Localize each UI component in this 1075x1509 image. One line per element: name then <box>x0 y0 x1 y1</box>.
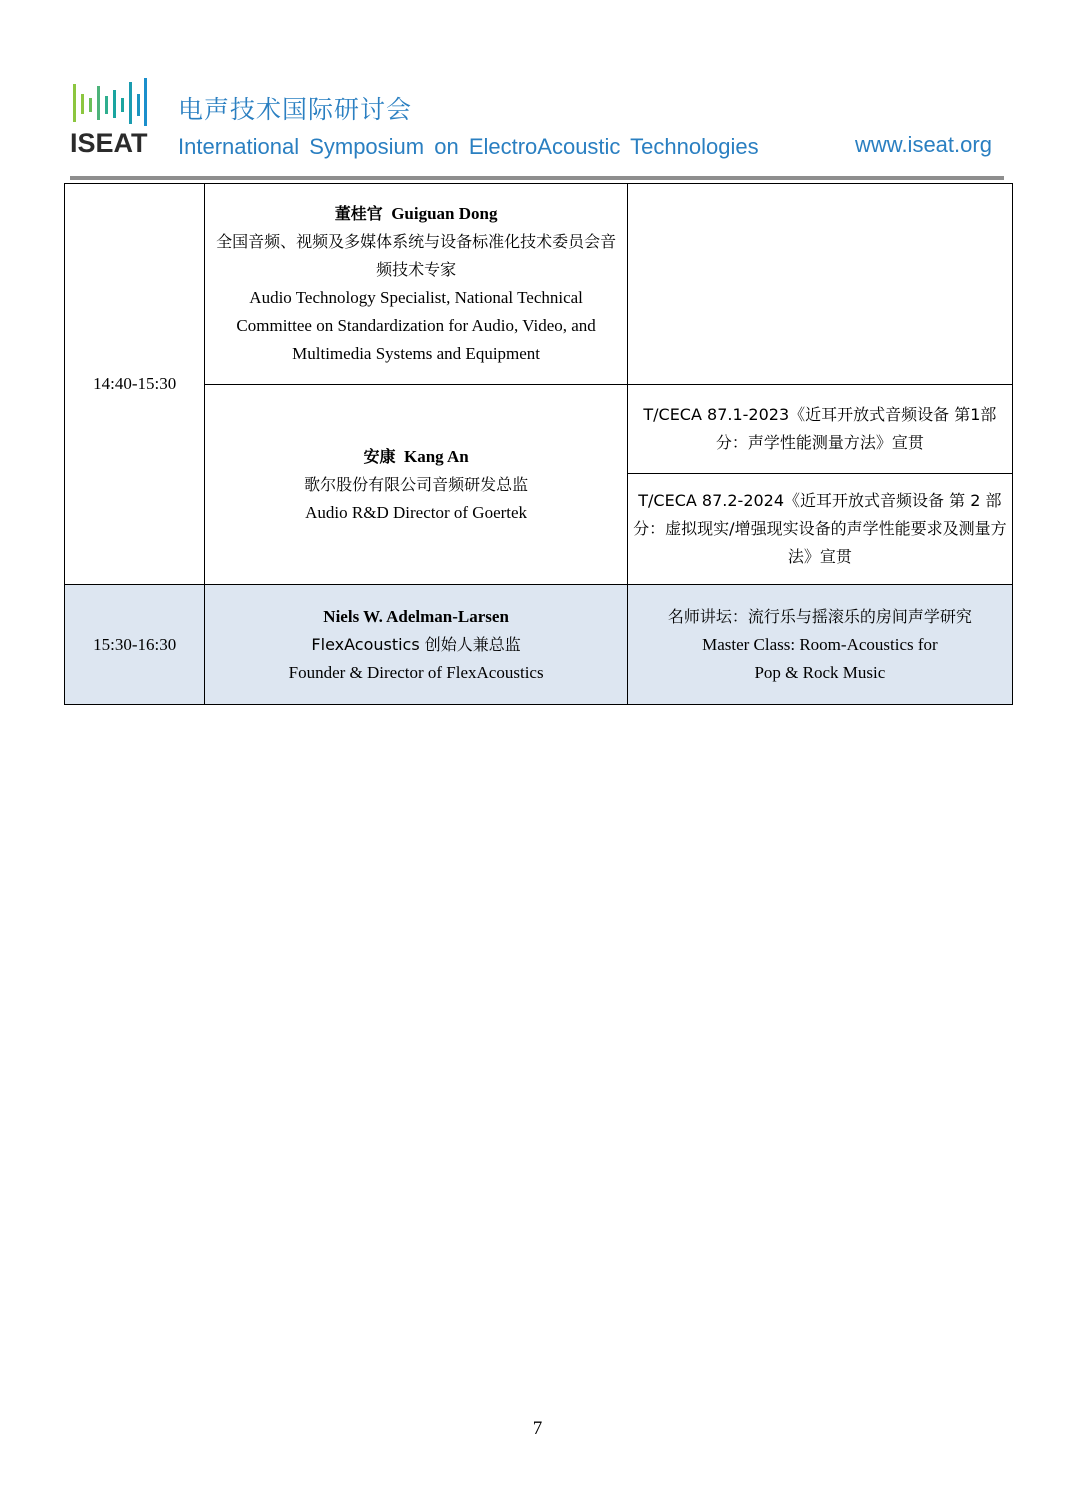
page-header <box>0 0 1075 185</box>
table-row <box>65 585 1013 705</box>
speaker-title-en: Audio Technology Specialist, National Technical Committee on Standardization for Audio, Video, and Multimedia Systems and Equipment <box>236 288 596 363</box>
iseat-logo-icon <box>72 78 148 126</box>
topic-cell: T/CECA 87.2-2024《近耳开放式音频设备 第 2 部分：虚拟现实/增强现实设备的声学性能要求及测量方法》宣贯 <box>627 474 1012 585</box>
speaker-title-cn: 歌尔股份有限公司音频研发总监 <box>304 474 529 494</box>
topic-title-en-line1: Master Class: Room-Acoustics for <box>702 634 938 654</box>
speaker-name: 安康 Kang An <box>363 446 469 466</box>
speaker-cell <box>205 184 627 385</box>
topic-title-en-line2: Pop & Rock Music <box>754 662 886 682</box>
page-number: 7 <box>532 1418 543 1439</box>
table-row <box>65 184 1013 385</box>
table-row <box>65 385 1013 474</box>
symposium-title-cn: 电声技术国际研讨会 <box>178 95 413 124</box>
speaker-title-cn: 全国音频、视频及多媒体系统与设备标准化技术委员会音频技术专家 <box>216 232 617 279</box>
logo-wordmark: ISEAT <box>70 128 148 158</box>
topic-cell: T/CECA 87.1-2023《近耳开放式音频设备 第1部分：声学性能测量方法》宣贯 <box>627 385 1012 474</box>
topic-cell-empty <box>627 184 1012 385</box>
speaker-name: 董桂官 Guiguan Dong <box>334 204 498 223</box>
speaker-cell <box>205 585 627 705</box>
schedule-table <box>64 183 1013 705</box>
header-divider <box>70 176 1004 180</box>
symposium-title-en: International Symposium on ElectroAcoustic Technologies <box>178 134 759 159</box>
topic-cell <box>627 585 1012 705</box>
website-link[interactable]: www.iseat.org <box>855 132 992 157</box>
speaker-name: Niels W. Adelman-Larsen <box>323 606 509 626</box>
speaker-title-en: Audio R&D Director of Goertek <box>305 502 528 522</box>
topic-title-cn: 名师讲坛：流行乐与摇滚乐的房间声学研究 <box>667 606 972 626</box>
speaker-cell <box>205 385 627 585</box>
time-slot: 14:40-15:30 <box>65 184 205 585</box>
time-slot: 15:30-16:30 <box>65 585 205 705</box>
speaker-title-cn: FlexAcoustics 创始人兼总监 <box>311 634 521 654</box>
speaker-title-en: Founder & Director of FlexAcoustics <box>288 662 544 682</box>
